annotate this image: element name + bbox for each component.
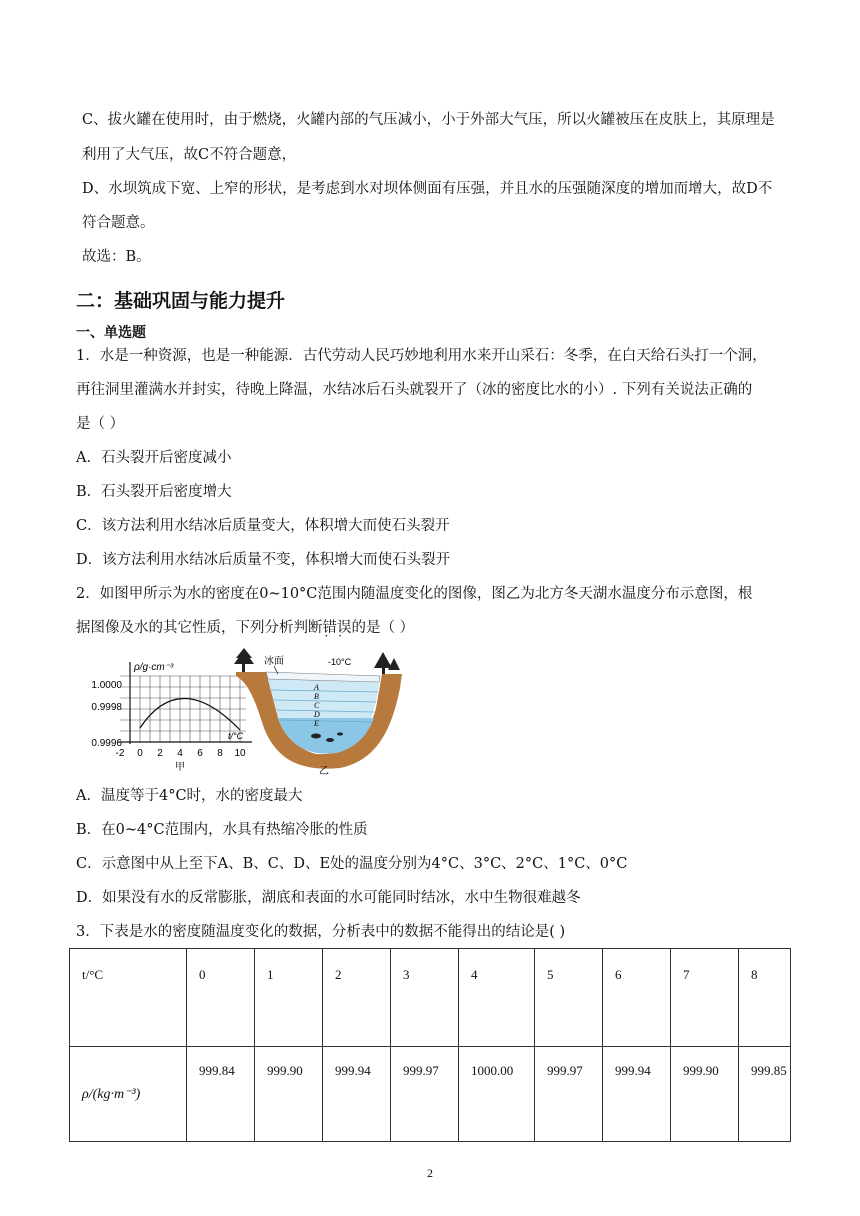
density-cell: 999.90 (255, 1047, 323, 1142)
x-axis-label: t/°C (228, 731, 244, 741)
y-tick-2: 0.9998 (91, 702, 122, 713)
density-cell: 999.94 (603, 1047, 671, 1142)
y-tick-3: 0.9996 (91, 738, 122, 749)
caption-left: 甲 (175, 762, 185, 773)
prev-option-d-line1: D、水坝筑成下宽、上窄的形状，是考虑到水对坝体侧面有压强，并且水的压强随深度的增加而增大，故D不 (82, 181, 773, 197)
q2-option-b: B．在0~4°C范围内，水具有热缩冷胀的性质 (76, 822, 368, 838)
q1-option-b: B．石头裂开后密度增大 (76, 484, 232, 500)
temp-cell: 0 (187, 949, 255, 1047)
density-cell: 999.94 (323, 1047, 391, 1142)
density-graph (91, 662, 252, 773)
x-tick-1: -2 (115, 748, 125, 759)
temp-cell: 4 (459, 949, 535, 1047)
temp-cell: 7 (671, 949, 739, 1047)
q2-option-c: C．示意图中从上至下A、B、C、D、E处的温度分别为4°C、3°C、2°C、1°C、0°C (76, 856, 628, 872)
x-tick-3: 2 (157, 748, 163, 759)
surface-temp-label: -10°C (328, 657, 352, 667)
q2-option-a: A．温度等于4°C时，水的密度最大 (76, 788, 303, 804)
density-cell: 999.84 (187, 1047, 255, 1142)
q2-line2 (76, 618, 414, 638)
q2-figure (78, 648, 408, 776)
temp-cell: 2 (323, 949, 391, 1047)
density-cell: 999.90 (671, 1047, 739, 1142)
q2-option-d: D．如果没有水的反常膨胀，湖底和表面的水可能同时结冰，水中生物很难越冬 (76, 890, 581, 906)
q2-line2-post: 的是（ ） (351, 620, 415, 636)
q1-option-a: A．石头裂开后密度减小 (76, 450, 232, 466)
x-tick-7: 10 (234, 748, 246, 759)
q2-emphasis: 错误 · · (323, 620, 352, 636)
q2-line2-pre: 据图像及水的其它性质，下列分析判断 (76, 620, 323, 636)
x-tick-5: 6 (197, 748, 203, 759)
temp-cell: 5 (535, 949, 603, 1047)
temp-cell: 1 (255, 949, 323, 1047)
q1-line3: 是（ ） (76, 416, 125, 432)
layer-d: D (314, 710, 320, 719)
density-cell: 999.97 (535, 1047, 603, 1142)
q1-line2: 再往洞里灌满水并封实，待晚上降温，水结冰后石头就裂开了（冰的密度比水的小）. 下列有关说法正确的 (76, 382, 753, 398)
layer-a: A (314, 683, 319, 692)
section-title: 二：基础巩固与能力提升 (76, 290, 286, 312)
layer-b: B (314, 692, 319, 701)
q1-line1: 1．水是一种资源，也是一种能源．古代劳动人民巧妙地利用水来开山采石：冬季，在白天给石头打一个洞， (76, 348, 767, 364)
q2-line1: 2．如图甲所示为水的密度在0~10°C范围内随温度变化的图像，图乙为北方冬天湖水温度分布示意图，根 (76, 586, 753, 602)
y-axis-label: ρ/g·cm⁻³ (134, 662, 174, 673)
ice-label: 冰面 (264, 656, 284, 667)
q1-option-d: D．该方法利用水结冰后质量不变，体积增大而使石头裂开 (76, 552, 451, 568)
density-cell: 999.97 (391, 1047, 459, 1142)
x-tick-2: 0 (137, 748, 143, 759)
y-tick-1: 1.0000 (91, 680, 122, 691)
q3-line1: 3．下表是水的密度随温度变化的数据，分析表中的数据不能得出的结论是( ) (76, 924, 566, 940)
temp-cell: 3 (391, 949, 459, 1047)
prev-option-d-line2: 符合题意。 (82, 215, 155, 231)
table-header-label: t/°C (70, 949, 187, 1047)
layer-c: C (314, 701, 320, 710)
tree-icon (374, 652, 400, 674)
density-cell: 1000.00 (459, 1047, 535, 1142)
page-number: 2 (427, 1166, 433, 1180)
temp-cell: 6 (603, 949, 671, 1047)
tree-icon (234, 648, 254, 672)
subsection-title: 一、单选题 (76, 325, 146, 341)
density-table (69, 948, 791, 1142)
table-row (70, 949, 791, 1047)
layer-e: E (314, 719, 319, 728)
x-tick-6: 8 (217, 748, 223, 759)
prev-option-c-line2: 利用了大气压，故C不符合题意， (82, 147, 297, 163)
prev-answer: 故选：B。 (82, 249, 151, 265)
temp-cell: 8 (739, 949, 791, 1047)
q1-option-c: C．该方法利用水结冰后质量变大，体积增大而使石头裂开 (76, 518, 450, 534)
caption-right: 乙 (319, 766, 329, 776)
x-tick-4: 4 (177, 748, 183, 759)
density-cell: 999.85 (739, 1047, 791, 1142)
lake-diagram (234, 648, 402, 776)
table-row-label: ρ/(kg·m⁻³) (70, 1047, 187, 1142)
prev-option-c-line1: C、拔火罐在使用时，由于燃烧，火罐内部的气压减小，小于外部大气压，所以火罐被压在皮肤上，其原理是 (82, 112, 775, 128)
table-row (70, 1047, 791, 1142)
